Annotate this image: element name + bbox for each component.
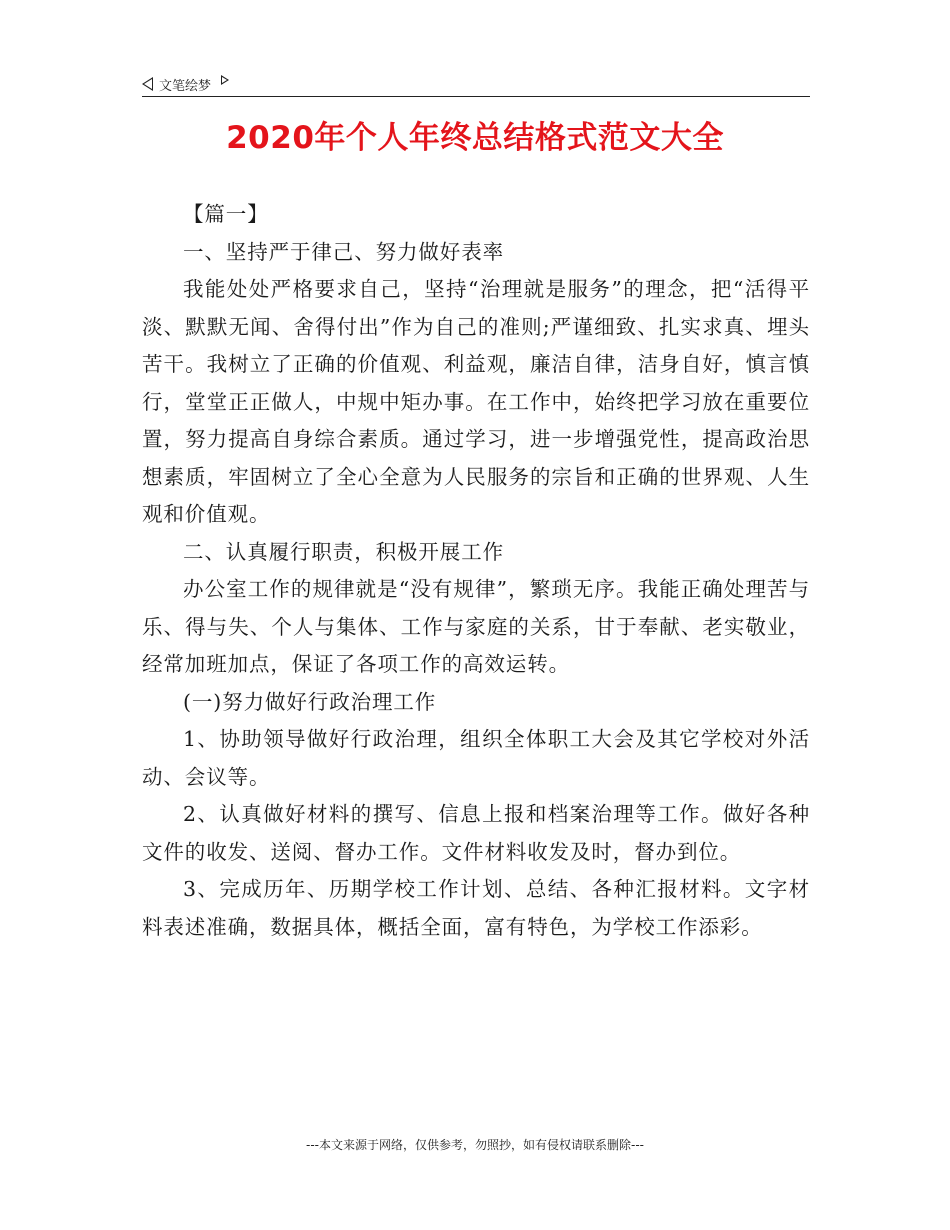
- header-text: 文笔绘梦: [159, 78, 212, 94]
- triangle-right-icon: [221, 75, 229, 85]
- paragraph: 办公室工作的规律就是“没有规律”，繁琐无序。我能正确处理苦与乐、得与失、个人与集体、工作与家庭的关系，甘于奉献、老实敬业，经常加班加点，保证了各项工作的高效运转。: [142, 577, 810, 676]
- paragraph: 我能处处严格要求自己，坚持“治理就是服务”的理念，把“活得平淡、默默无闻、舍得付出”作为自己的准则;严谨细致、扎实求真、埋头苦干。我树立了正确的价值观、利益观，廉洁自律，洁身自好，慎言慎行，堂堂正正做人，中规中矩办事。在工作中，始终把学习放在重要位置，努力提高自身综合素质。通过学习，进一步增强党性，提高政治思想素质，牢固树立了全心全意为人民服务的宗旨和正确的世界观、人生观和价值观。: [142, 277, 810, 526]
- list-item: 2、认真做好材料的撰写、信息上报和档案治理等工作。做好各种文件的收发、送阅、督办工作。文件材料收发及时，督办到位。: [142, 802, 810, 864]
- subheading-1: (一)努力做好行政治理工作: [183, 689, 437, 714]
- page-footer: ---本文来源于网络，仅供参考，勿照抄，如有侵权请联系删除---: [306, 1138, 644, 1152]
- page-header: [142, 72, 810, 97]
- heading-2: 二、认真履行职责，积极开展工作: [183, 539, 504, 564]
- triangle-left-icon: [142, 77, 153, 91]
- list-item: 3、完成历年、历期学校工作计划、总结、各种汇报材料。文字材料表述准确，数据具体，概括全面，富有特色，为学校工作添彩。: [142, 877, 810, 939]
- heading-1: 一、坚持严于律己、努力做好表率: [183, 239, 504, 264]
- document-body: [142, 196, 810, 946]
- section-label: 【篇一】: [183, 202, 269, 226]
- document-title: 2020年个人年终总结格式范文大全: [226, 120, 724, 156]
- list-item: 1、协助领导做好行政治理，组织全体职工大会及其它学校对外活动、会议等。: [142, 727, 810, 789]
